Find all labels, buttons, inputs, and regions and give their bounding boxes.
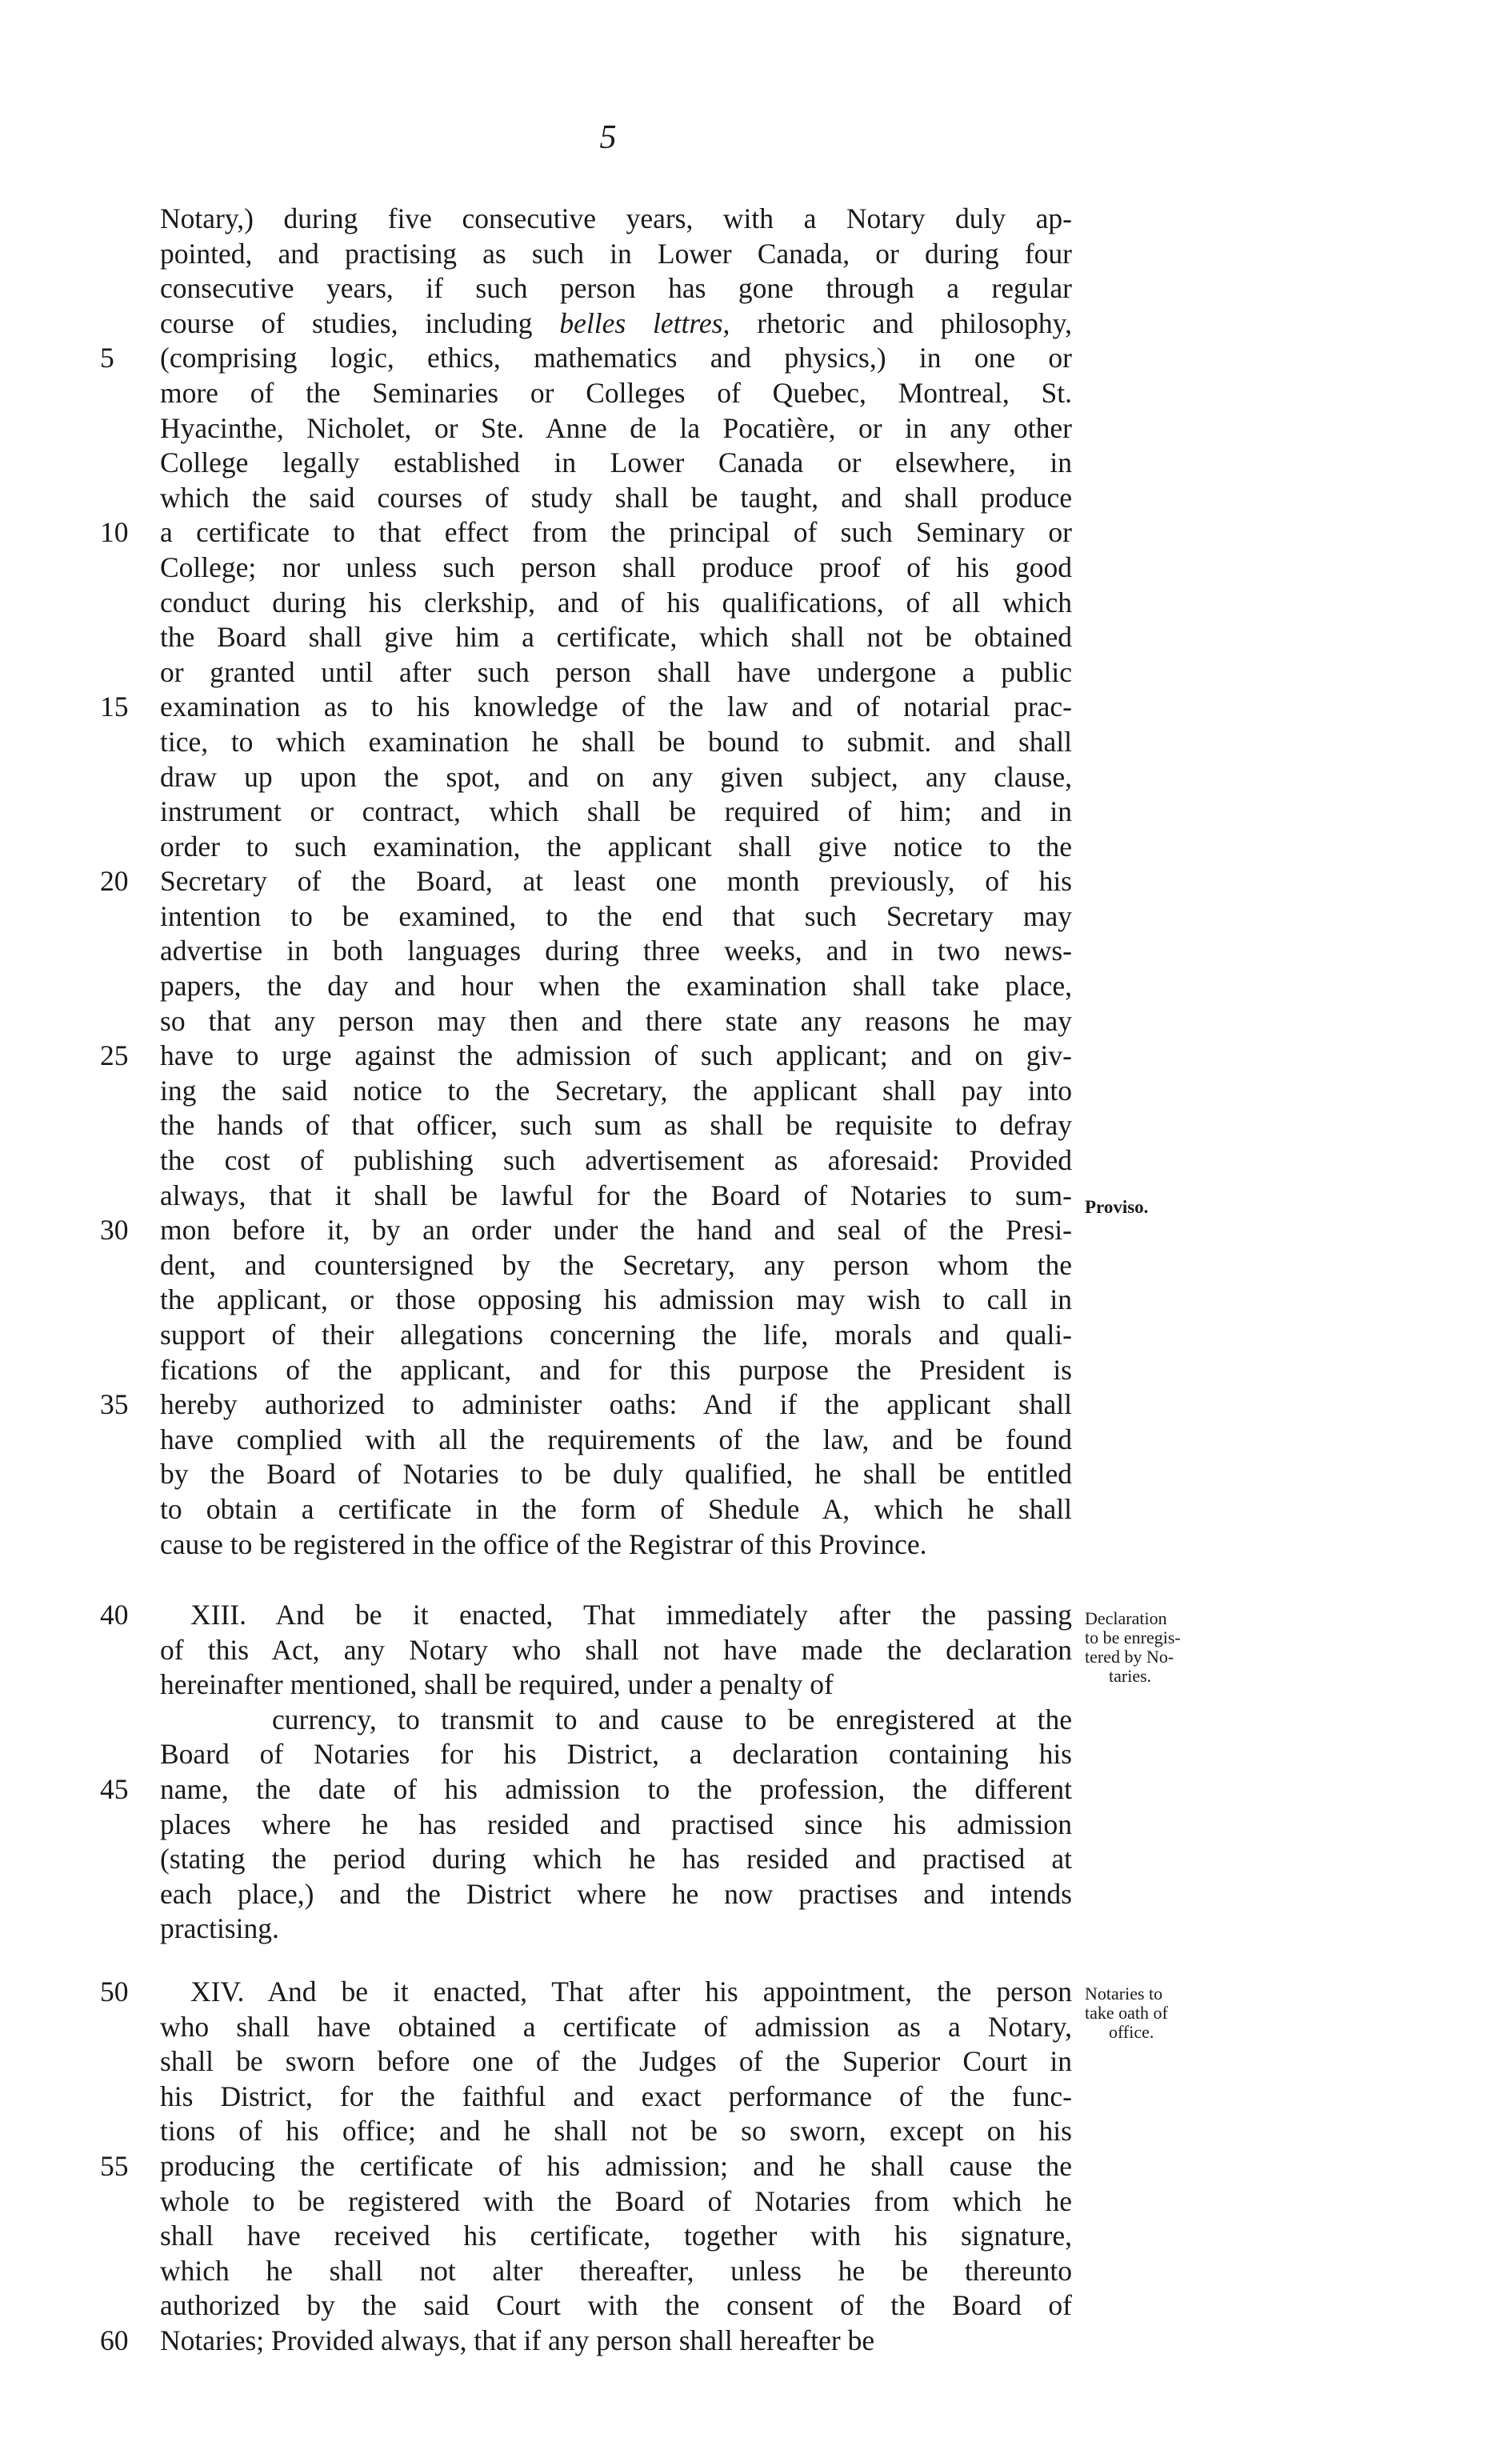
line-number: 35	[100, 1388, 129, 1421]
line-number: 60	[100, 2324, 129, 2356]
text-line	[0, 2010, 1512, 2045]
line-text: tions of his office; and he shall not be so sworn, except on his	[160, 2115, 1072, 2148]
line-text: order to such examination, the applicant shall give notice to the	[160, 830, 1072, 863]
text-line	[0, 1877, 1512, 1912]
line-text: or granted until after such person shall have undergone a public	[160, 655, 1072, 688]
text-line	[0, 1143, 1512, 1179]
line-text: have complied with all the requirements of the law, and be found	[160, 1423, 1072, 1455]
text-line	[0, 1772, 1512, 1807]
line-text: course of studies, including belles lettres, rhetoric and philosophy,	[160, 306, 1072, 339]
text-line	[0, 620, 1512, 655]
text-line	[0, 271, 1512, 306]
line-text: papers, the day and hour when the examination shall take place,	[160, 970, 1072, 1003]
text-line	[0, 1527, 1512, 1563]
margin-note-line: Notaries to	[1085, 1984, 1163, 2004]
text-line	[0, 795, 1512, 830]
margin-note-proviso: Proviso.	[1085, 1197, 1149, 1217]
margin-note-line: take oath of	[1085, 2003, 1168, 2023]
text-line	[0, 1074, 1512, 1109]
line-text: have to urge against the admission of such applicant; and on giv-	[160, 1039, 1072, 1072]
text-line	[0, 1842, 1512, 1877]
text-line	[0, 1318, 1512, 1353]
italic-phrase: belles lettres	[559, 306, 723, 339]
line-number: 5	[100, 342, 114, 374]
line-text: consecutive years, if such person has gone through a regular	[160, 272, 1072, 305]
line-text: places where he has resided and practised since his admission	[160, 1807, 1072, 1840]
line-text: ing the said notice to the Secretary, the applicant shall pay into	[160, 1074, 1072, 1107]
line-text: producing the certificate of his admission; and he shall cause the	[160, 2149, 1072, 2182]
text-line	[0, 2149, 1512, 2184]
text-line	[0, 2219, 1512, 2254]
text-line	[0, 1283, 1512, 1318]
text-line	[0, 446, 1512, 481]
text-line	[0, 2288, 1512, 2324]
line-text: shall be sworn before one of the Judges of the Superior Court in	[160, 2045, 1072, 2078]
text-line	[0, 586, 1512, 621]
line-number: 55	[100, 2149, 129, 2182]
text-line	[0, 411, 1512, 446]
line-text: which he shall not alter thereafter, unless he be thereunto	[160, 2254, 1072, 2287]
line-text: XIV. And be it enacted, That after his appointment, the person	[190, 1976, 1072, 2008]
line-text: more of the Seminaries or Colleges of Quebec, Montreal, St.	[160, 376, 1072, 409]
line-number: 25	[100, 1039, 129, 1072]
line-text: Notary,) during five consecutive years, with a Notary duly ap-	[160, 202, 1072, 234]
text-line	[0, 237, 1512, 272]
line-text: mon before it, by an order under the hand and seal of the Presi-	[160, 1214, 1072, 1247]
line-text: the applicant, or those opposing his admission may wish to call in	[160, 1283, 1072, 1316]
text-line	[0, 1004, 1512, 1039]
line-text: Hyacinthe, Nicholet, or Ste. Anne de la Pocatière, or in any other	[160, 411, 1072, 444]
margin-note-line: taries.	[1109, 1666, 1152, 1686]
line-text: always, that it shall be lawful for the Board of Notaries to sum-	[160, 1179, 1072, 1211]
text-line	[0, 2324, 1512, 2359]
line-text: intention to be examined, to the end that such Secretary may	[160, 899, 1072, 932]
line-text: (comprising logic, ethics, mathematics and physics,) in one or	[160, 342, 1072, 374]
text-line	[0, 1912, 1512, 1947]
text-line	[0, 830, 1512, 865]
line-text: advertise in both languages during three weeks, and in two news-	[160, 935, 1072, 967]
text-line	[0, 2080, 1512, 2115]
line-text: practising.	[160, 1912, 279, 1945]
line-text: tice, to which examination he shall be bound to submit. and shall	[160, 725, 1072, 758]
text-line	[0, 655, 1512, 691]
margin-note-notaries-oath	[1085, 1984, 1229, 2042]
text-line	[0, 515, 1512, 550]
text-line	[0, 1039, 1512, 1074]
line-text: whole to be registered with the Board of Notaries from which he	[160, 2184, 1072, 2217]
line-text: shall have received his certificate, together with his signature,	[160, 2220, 1072, 2252]
line-text: his District, for the faithful and exact performance of the func-	[160, 2080, 1072, 2112]
line-text: so that any person may then and there state any reasons he may	[160, 1004, 1072, 1037]
text-line	[0, 306, 1512, 342]
line-text: support of their allegations concerning the life, morals and quali-	[160, 1319, 1072, 1351]
text-line	[0, 550, 1512, 586]
text-line	[0, 341, 1512, 376]
line-text: Notaries; Provided always, that if any person shall hereafter be	[160, 2324, 875, 2356]
text-line	[0, 1423, 1512, 1458]
text-line	[0, 1633, 1512, 1668]
text-line	[0, 1598, 1512, 1633]
text-line	[0, 1667, 1512, 1703]
line-number: 40	[100, 1599, 129, 1631]
line-text: instrument or contract, which shall be required of him; and in	[160, 795, 1072, 828]
line-text: Secretary of the Board, at least one month previously, of his	[160, 865, 1072, 898]
text-line	[0, 760, 1512, 795]
text-line	[0, 1248, 1512, 1283]
line-text: fications of the applicant, and for this purpose the President is	[160, 1353, 1072, 1386]
text-line	[0, 1353, 1512, 1388]
text-line	[0, 899, 1512, 935]
line-text: draw up upon the spot, and on any given subject, any clause,	[160, 760, 1072, 793]
line-text: the hands of that officer, such sum as shall be requisite to defray	[160, 1109, 1072, 1142]
text-line	[0, 1975, 1512, 2010]
page-number: 5	[599, 119, 617, 156]
line-text: (stating the period during which he has resided and practised at	[160, 1843, 1072, 1876]
section-xii-continuation	[0, 202, 1512, 1562]
text-line	[0, 725, 1512, 760]
text-line	[0, 1703, 1512, 1738]
text-line	[0, 376, 1512, 411]
margin-note-declaration	[1085, 1609, 1229, 1686]
text-line	[0, 1737, 1512, 1772]
margin-note-line: to be enregis-	[1085, 1627, 1181, 1647]
line-number: 15	[100, 691, 129, 723]
line-text: dent, and countersigned by the Secretary, any person whom the	[160, 1248, 1072, 1281]
section-xiii	[0, 1598, 1512, 1947]
text-line	[0, 864, 1512, 899]
text-line	[0, 934, 1512, 969]
line-number: 10	[100, 516, 129, 549]
line-text: to obtain a certificate in the form of Shedule A, which he shall	[160, 1492, 1072, 1525]
text-line	[0, 2184, 1512, 2220]
text-line	[0, 202, 1512, 237]
text-line	[0, 481, 1512, 516]
text-line	[0, 1179, 1512, 1214]
text-line	[0, 1387, 1512, 1423]
line-text: currency, to transmit to and cause to be enregistered at the	[272, 1703, 1072, 1735]
line-text: which the said courses of study shall be taught, and shall produce	[160, 481, 1072, 514]
line-text: a certificate to that effect from the principal of such Seminary or	[160, 516, 1072, 549]
line-number: 50	[100, 1976, 129, 2008]
line-number: 20	[100, 865, 129, 898]
line-text: College; nor unless such person shall produce proof of his good	[160, 550, 1072, 583]
text-line	[0, 2114, 1512, 2149]
text-line	[0, 690, 1512, 725]
section-xiv	[0, 1975, 1512, 2359]
line-text: hereby authorized to administer oaths: And if the applicant shall	[160, 1388, 1072, 1421]
margin-note-line: tered by No-	[1085, 1647, 1174, 1667]
text-line	[0, 1457, 1512, 1492]
margin-note-line: office.	[1109, 2022, 1154, 2042]
line-text: of this Act, any Notary who shall not have made the declaration	[160, 1633, 1072, 1666]
text-line	[0, 1213, 1512, 1248]
line-text: pointed, and practising as such in Lower Canada, or during four	[160, 237, 1072, 270]
line-text: examination as to his knowledge of the law and of notarial prac-	[160, 691, 1072, 723]
line-text: the Board shall give him a certificate, which shall not be obtained	[160, 621, 1072, 654]
line-text: XIII. And be it enacted, That immediately after the passing	[190, 1599, 1072, 1631]
line-text: hereinafter mentioned, shall be required, under a penalty of	[160, 1668, 834, 1701]
text-line	[0, 2044, 1512, 2080]
text-line	[0, 1492, 1512, 1527]
line-text: authorized by the said Court with the consent of the Board of	[160, 2289, 1072, 2322]
margin-note-line: Declaration	[1085, 1608, 1167, 1628]
line-text: conduct during his clerkship, and of his qualifications, of all which	[160, 586, 1072, 619]
line-number: 30	[100, 1214, 129, 1247]
text-line	[0, 969, 1512, 1004]
line-text: by the Board of Notaries to be duly qualified, he shall be entitled	[160, 1458, 1072, 1491]
line-text: College legally established in Lower Canada or elsewhere, in	[160, 446, 1072, 479]
line-text: each place,) and the District where he now practises and intends	[160, 1877, 1072, 1910]
line-number: 45	[100, 1772, 129, 1805]
line-text: the cost of publishing such advertisement as aforesaid: Provided	[160, 1144, 1072, 1177]
line-text: cause to be registered in the office of the Registrar of this Province.	[160, 1527, 927, 1560]
text-line	[0, 1807, 1512, 1843]
text-line	[0, 1108, 1512, 1143]
line-text: Board of Notaries for his District, a declaration containing his	[160, 1738, 1072, 1771]
line-text: who shall have obtained a certificate of admission as a Notary,	[160, 2010, 1072, 2043]
line-text: name, the date of his admission to the profession, the different	[160, 1772, 1072, 1805]
text-line	[0, 2254, 1512, 2289]
